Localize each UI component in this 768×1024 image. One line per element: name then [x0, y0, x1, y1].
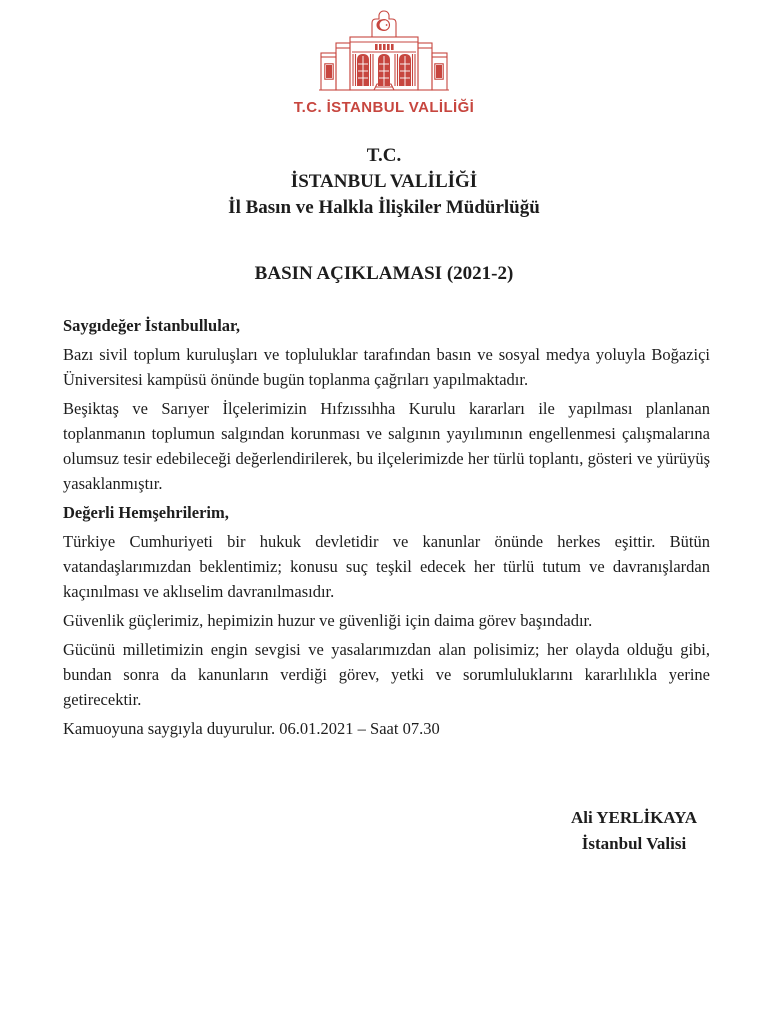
paragraph-police: Gücünü milletimizin engin sevgisi ve yasalarımızdan alan polisimiz; her olayda olduğu gibi, bundan sonra da kanunların verdiği görev, yetki ve sorumluluklarını kararlılıkla yerine getirecektir.	[63, 640, 710, 709]
signature-name: Ali YERLİKAYA	[570, 808, 698, 827]
paragraph-gatherings: Bazı sivil toplum kuruluşları ve topluluklar tarafından basın ve sosyal medya yoluyla Boğaziçi Üniversitesi kampüsü önünde bugün toplanma çağrıları yapılmaktadır.	[63, 345, 710, 389]
press-release-title: BASIN AÇIKLAMASI (2021-2)	[254, 263, 514, 284]
signature-block	[555, 805, 713, 857]
salutation-hemsehrilerim: Değerli Hemşehrilerim,	[63, 503, 229, 522]
star-icon	[386, 24, 388, 26]
paragraph-security-forces: Güvenlik güçlerimiz, hepimizin huzur ve güvenliği için daima görev başındadır.	[63, 611, 593, 630]
letterhead-directorate: İl Basın ve Halkla İlişkiler Müdürlüğü	[228, 197, 540, 218]
salutation-istanbullular: Saygıdeğer İstanbullular,	[63, 316, 240, 335]
document-body	[63, 313, 710, 741]
paragraph-rule-of-law: Türkiye Cumhuriyeti bir hukuk devletidir ve kanunlar önünde herkes eşittir. Bütün vatandaşlarımızdan beklentimiz; konusu suç teşkil edecek her türlü tutum ve davranışlardan kaçınılması ve aklıselim davranılmasıdır.	[63, 532, 710, 601]
letterhead-republic: T.C.	[366, 145, 402, 166]
paragraph-closing-date: Kamuoyuna saygıyla duyurulur. 06.01.2021 – Saat 07.30	[63, 719, 440, 738]
signature-role: İstanbul Valisi	[581, 834, 687, 853]
crescent-icon	[376, 19, 385, 30]
governorship-logo	[0, 8, 768, 117]
paragraph-ban: Beşiktaş ve Sarıyer İlçelerimizin Hıfzıssıhha Kurulu kararları ile yapılması planlanan toplanmanın toplumun salgından korunması ve salgının yayılımının engellenmesi çalışmalarına olumsuz tesir edebileceği değerlendirilerek, bu ilçelerimizde her türlü toplantı, gösteri ve yürüyüş yasaklanmıştır.	[63, 399, 710, 493]
governorship-building-icon	[318, 8, 450, 96]
logo-caption: T.C. İSTANBUL VALİLİĞİ	[293, 99, 475, 116]
letterhead-governorship: İSTANBUL VALİLİĞİ	[290, 171, 478, 192]
letterhead	[0, 143, 768, 221]
